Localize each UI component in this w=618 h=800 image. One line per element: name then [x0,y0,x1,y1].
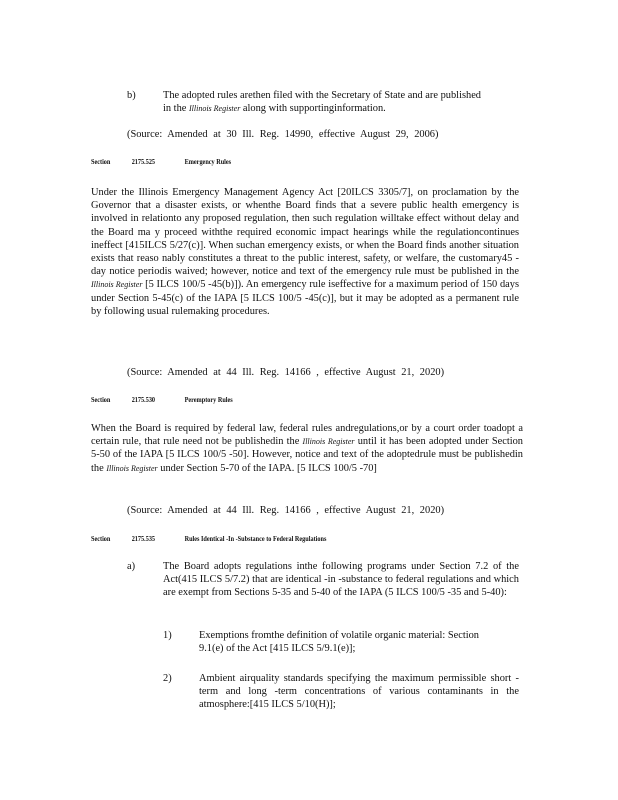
section-title: Emergency Rules [184,157,232,166]
section-number: 2175.525 [131,157,156,166]
illinois-register-title: Illinois Register [188,104,241,114]
section-label: Section [91,395,111,404]
section-heading-535 [91,534,326,543]
section-label: Section [91,157,111,166]
item-1-label: 1) [163,630,172,641]
illinois-register-title: Illinois Register [106,463,158,473]
emergency-rules-paragraph [91,186,519,318]
rule-b-label: b) [127,90,136,101]
rule-a-label: a) [127,561,136,572]
illinois-register-title: Illinois Register [91,280,143,290]
rule-b-text-part-2: along with supportinginformation. [242,103,386,115]
peremptory-text-part-1: When the Board is required by federal law, federal rules andregulations,or by a court order toadopt a certain rule, that rule need not be publishedin the [91,423,523,448]
rule-b-text-part-1: The adopted rules arethen filed with the Secretary of State and are published in the [163,90,481,115]
peremptory-rules-paragraph [91,422,523,475]
section-title: Rules Identical -In -Substance to Federal Regulations [184,534,327,543]
rule-b-text [163,89,481,115]
section-title: Peremptory Rules [184,395,233,404]
section-label: Section [91,534,111,543]
emergency-text-part-2: [5 ILCS 100/5 -45(b)]). An emergency rule iseffective for a maximum period of 150 days under Section 5-45(c) of the IAPA [5 ILCS 100/5 -45(c)], but it may be adopted as a permanent rule by following usual rulemaking procedures. [91,279,519,317]
section-heading-530 [91,395,233,404]
source-note-3: (Source: Amended at 44 Ill. Reg. 14166 , effective August 21, 2020) [127,505,445,516]
illinois-register-title: Illinois Register [302,437,355,447]
emergency-text-part-1: Under the Illinois Emergency Management Agency Act [20ILCS 3305/7], on proclamation by the Governor that a disaster exists, or whenthe Board finds that a severe public health emergency is involved in relationto any proposed regulation, then such regulation willtake effect without delay and the Board ma y proceed withthe required economic impact hearings while the regulationcontinues ineffect [415ILCS 5/27(c)]. When suchan emergency exists, or when the Board finds another situation exists that reaso nably constitutes a threat to the public interest, safety, or welfare, the customary45 -day notice periodis waived; however, notice and text of the emergency rule must be published in the [91,187,519,278]
section-number: 2175.535 [131,534,156,543]
source-note-1: (Source: Amended at 30 Ill. Reg. 14990, effective August 29, 2006) [127,129,439,140]
item-2-text: Ambient airquality standards specifying the maximum permissible short -term and long -term concentrations of various contaminants in the atmosphere:[415 ILCS 5/10(H)]; [199,673,519,711]
section-heading-525 [91,157,231,166]
rule-a-text: The Board adopts regulations inthe following programs under Section 7.2 of the Act(415 ILCS 5/7.2) that are identical -in -substance to federal regulations and which are exempt from Sections 5-35 and 5-40 of the IAPA (5 ILCS 100/5 -35 and 5-40): [163,561,519,599]
peremptory-text-part-3: under Section 5-70 of the IAPA. [5 ILCS 100/5 -70] [160,462,377,474]
item-2-label: 2) [163,673,172,684]
item-1-text: Exemptions fromthe definition of volatile organic material: Section 9.1(e) of the Act [415 ILCS 5/9.1(e)]; [199,630,479,655]
peremptory-text-part-2: until it has been adopted under Section 5-50 of the IAPA [5 ILCS 100/5 -50]. However, notice and text of the adoptedrule must be publishedin the [91,436,523,474]
source-note-2: (Source: Amended at 44 Ill. Reg. 14166 , effective August 21, 2020) [127,367,445,378]
section-number: 2175.530 [131,395,156,404]
